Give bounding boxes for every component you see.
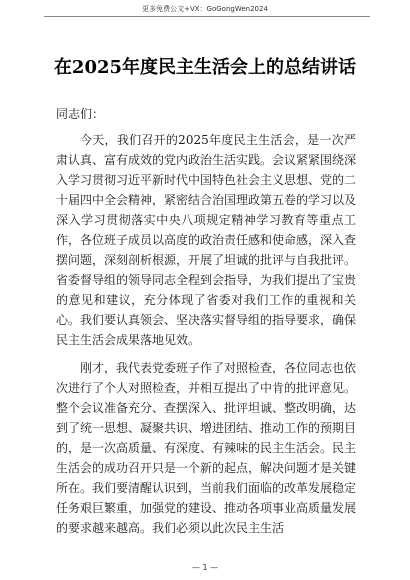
paragraph-2: 刚才，我代表党委班子作了对照检查，各位同志也依次进行了个人对照检查，并相互提出了中肯的批评意见。整个会议准备充分、查摆深入、批评坦诚、整改明确，达到了统一思想、凝聚共识、增进团结、推动工作的预期目的，是一次高质量、有深度、有辣味的民主生活会。民主生活会的成功召开只是一个新的起点，解决问题才是关键所在。我们要清醒认识到，当前我们面临的改革发展稳定任务艰巨繁重，加强党的建设、推动各项事业高质量发展的要求越来越高。我们必须以此次民主生活 (56, 361, 357, 535)
paragraph-1: 今天，我们召开的2025年度民主生活会，是一次严肃认真、富有成效的党内政治生活实践。会议紧紧围绕深入学习贯彻习近平新时代中国特色社会主义思想、党的二十届四中全会精神，紧密结合治国理政第五卷的学习以及深入学习贯彻落实中央八项规定精神学习教育等重点工作，各位班子成员以高度的政治责任感和使命感，深入查摆问题，深刻剖析根源，开展了坦诚的批评与自我批评。省委督导组的领导同志全程到会指导，为我们提出了宝贵的意见和建议，充分体现了省委对我们工作的重视和关心。我们要认真领会、坚决落实督导组的指导要求，确保民主生活会成果落地见效。 (56, 133, 357, 347)
document-title: 在2025年度民主生活会上的总结讲话 (53, 57, 357, 78)
header-divider (44, 16, 370, 17)
header-note: 更多免费公文+VX：GoGongWen2024 (142, 5, 268, 13)
salutation: 同志们： (56, 107, 105, 121)
page-number: — 1 — (191, 563, 219, 572)
document-body (56, 104, 356, 546)
